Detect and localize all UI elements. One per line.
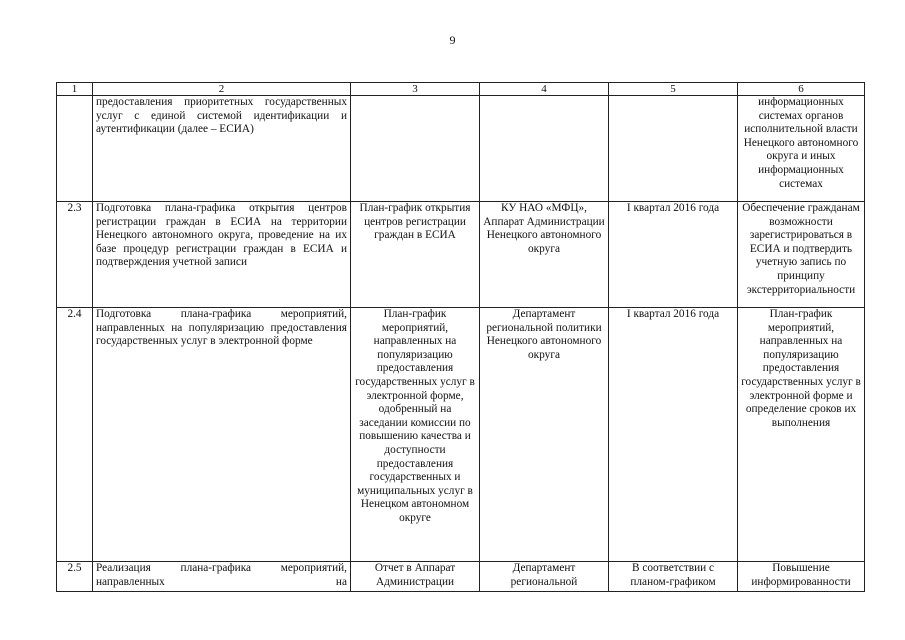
deadline: В соответствии с планом-графиком	[609, 562, 738, 592]
row-number: 2.3	[57, 202, 93, 308]
table-row	[57, 202, 865, 308]
table-header-row	[57, 83, 865, 96]
table-row	[57, 562, 865, 592]
page-number: 9	[449, 33, 456, 47]
result-document: План-график открытия центров регистрации граждан в ЕСИА	[351, 202, 480, 308]
result-document: Отчет в Аппарат Администрации	[351, 562, 480, 592]
column-header: 4	[480, 83, 609, 96]
task-description: Реализация плана-графика мероприятий, направленных на	[93, 562, 351, 592]
task-description: Подготовка плана-графика мероприятий, направленных на популяризацию предоставления государственных услуг в электронной форме	[93, 308, 351, 562]
deadline: I квартал 2016 года	[609, 308, 738, 562]
deadline: I квартал 2016 года	[609, 202, 738, 308]
task-description: Подготовка плана-графика открытия центров регистрации граждан в ЕСИА на территории Ненецкого автономного округа, проведение на их базе процедур регистрации граждан в ЕСИА и подтверждения учетной записи	[93, 202, 351, 308]
deadline	[609, 96, 738, 202]
expected-result: План-график мероприятий, направленных на популяризацию предоставления государственных услуг в электронной форме и определение сроков их выполнения	[738, 308, 865, 562]
row-number: 2.5	[57, 562, 93, 592]
expected-result: Повышение информированности	[738, 562, 865, 592]
result-document	[351, 96, 480, 202]
responsible-executor: КУ НАО «МФЦ», Аппарат Администрации Ненецкого автономного округа	[480, 202, 609, 308]
responsible-executor: Департамент региональной	[480, 562, 609, 592]
row-number	[57, 96, 93, 202]
task-description: предоставления приоритетных государственных услуг с единой системой идентификации и аутентификации (далее – ЕСИА)	[93, 96, 351, 202]
expected-result: информационных системах органов исполнительной власти Ненецкого автономного округа и иных информационных системах	[738, 96, 865, 202]
column-header: 2	[93, 83, 351, 96]
responsible-executor: Департамент региональной политики Ненецкого автономного округа	[480, 308, 609, 562]
expected-result: Обеспечение гражданам возможности зарегистрироваться в ЕСИА и подтвердить учетную запись по принципу экстерриториальности	[738, 202, 865, 308]
column-header: 3	[351, 83, 480, 96]
table-row	[57, 308, 865, 562]
column-header: 6	[738, 83, 865, 96]
column-header: 5	[609, 83, 738, 96]
result-document: План-график мероприятий, направленных на популяризацию предоставления государственных услуг в электронной форме, одобренный на заседании комиссии по повышению качества и доступности предоставления государственных и муниципальных услуг в Ненецком автономном округе	[351, 308, 480, 562]
plan-table	[56, 82, 865, 592]
responsible-executor	[480, 96, 609, 202]
column-header: 1	[57, 83, 93, 96]
table-row	[57, 96, 865, 202]
row-number: 2.4	[57, 308, 93, 562]
